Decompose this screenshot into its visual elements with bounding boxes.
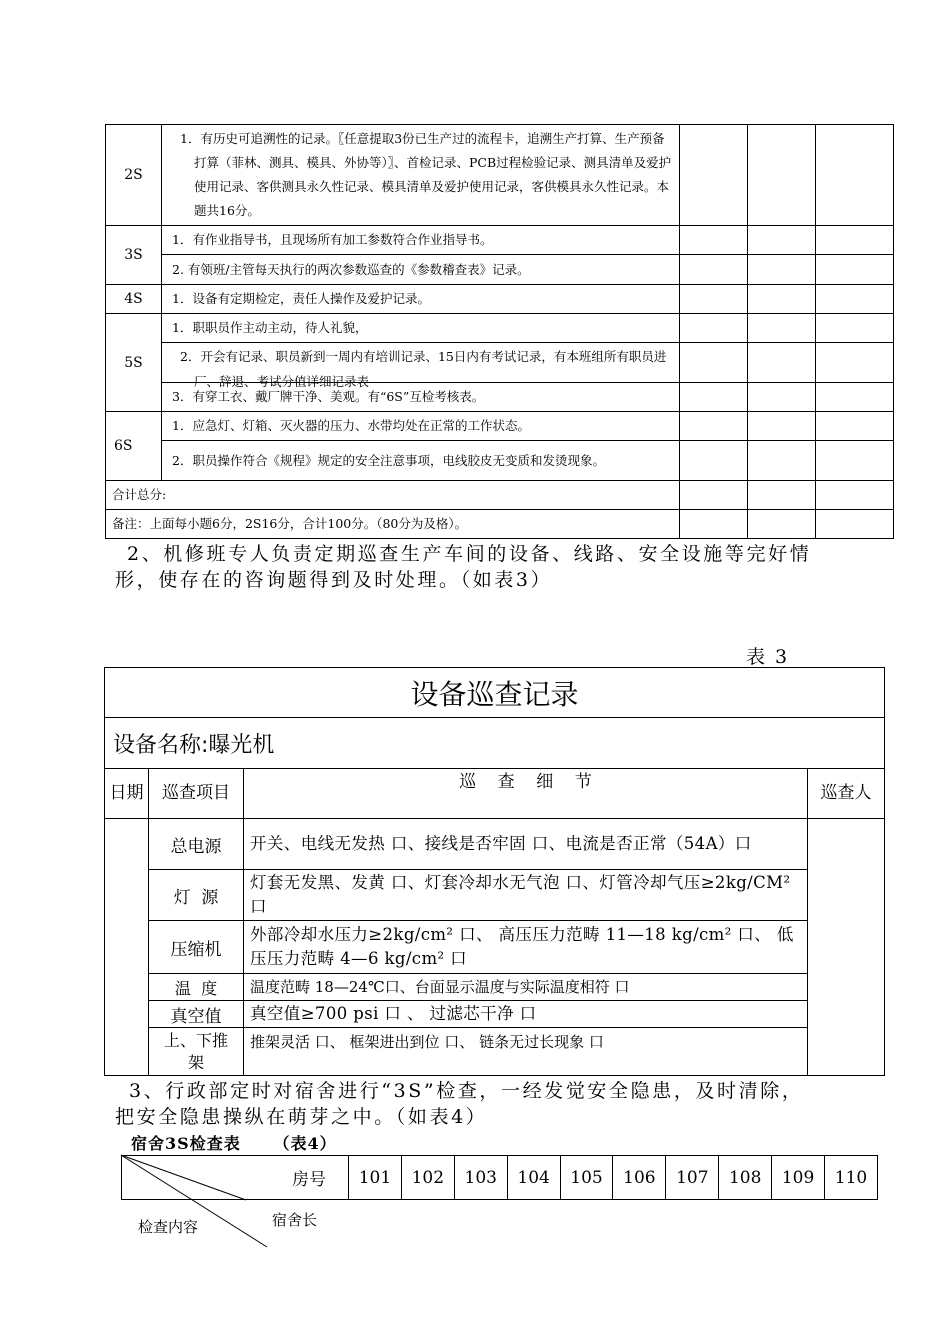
score-cell	[680, 314, 748, 343]
table-row	[106, 125, 894, 226]
check-detail: 温度范畴 18—24℃口、台面显示温度与实际温度相符 口	[244, 974, 808, 1001]
check-item: 1．设备有定期检定，责任人操作及爱护记录。	[162, 285, 680, 314]
check-detail: 灯套无发黑、发黄 口、灯套冷却水无气泡 口、灯管冷却气压≥2kg/CM² 口	[244, 870, 808, 921]
check-item-label: 真空值	[149, 1001, 244, 1028]
check-item: 1．有历史可追溯性的记录。〖任意提取3份已生产过的流程卡，追溯生产打算、生产预备打算（菲林、测具、模具、外协等）〗、首检记录、PCB过程检验记录、测具清单及爱护使用记录、客供测具永久性记录、模具清单及爱护使用记录，客供模具永久性记录。本题共16分。	[180, 131, 672, 218]
header-date: 日期	[105, 769, 149, 819]
header-detail: 巡 查 细 节	[244, 769, 808, 819]
score-cell	[748, 383, 816, 412]
room-number: 103	[454, 1156, 507, 1200]
level-cell: 5S	[106, 314, 162, 412]
check-item: 1．有作业指导书，且现场所有加工参数符合作业指导书。	[162, 226, 680, 255]
table-header-row	[105, 769, 885, 819]
score-cell	[816, 412, 894, 441]
check-detail: 开关、电线无发热 口、接线是否牢固 口、电流是否正常（54A）口	[244, 819, 808, 870]
table-row	[106, 383, 894, 412]
check-item-label: 总电源	[149, 819, 244, 870]
header-inspector: 巡查人	[808, 769, 885, 819]
room-number: 109	[772, 1156, 825, 1200]
note-text: 备注：上面每小题6分，2S16分，合计100分。（80分为及格）。	[106, 510, 680, 539]
paragraph-3	[115, 1078, 803, 1130]
corner-content-label: 检查内容	[138, 1218, 199, 1236]
room-number: 107	[666, 1156, 719, 1200]
table-row	[106, 285, 894, 314]
score-cell	[748, 125, 816, 226]
score-cell	[748, 481, 816, 510]
table-row	[106, 481, 894, 510]
check-item-label: 上、下推架	[149, 1028, 244, 1076]
check-item: 1．职职员作主动主动，待人礼貌，	[162, 314, 680, 343]
score-cell	[816, 510, 894, 539]
score-cell	[748, 412, 816, 441]
check-detail: 推架灵活 口、 框架进出到位 口、 链条无过长现象 口	[244, 1028, 808, 1076]
date-cell	[105, 819, 149, 1076]
score-cell	[680, 226, 748, 255]
score-table	[105, 124, 894, 539]
check-detail: 真空值≥700 psi 口 、 过滤芯干净 口	[244, 1001, 808, 1028]
room-number: 104	[507, 1156, 560, 1200]
score-cell	[816, 226, 894, 255]
room-number: 106	[613, 1156, 666, 1200]
score-cell	[748, 314, 816, 343]
table-row	[106, 510, 894, 539]
table-row	[105, 921, 885, 974]
table-row	[105, 1001, 885, 1028]
score-cell	[748, 510, 816, 539]
level-cell: 3S	[106, 226, 162, 285]
table-row	[106, 343, 894, 383]
equipment-check-table	[104, 667, 885, 1076]
check-item: 1．应急灯、灯箱、灭火器的压力、水带均处在正常的工作状态。	[162, 412, 680, 441]
score-cell	[816, 285, 894, 314]
check-item: 2．职员操作符合《规程》规定的安全注意事项，电线胶皮无变质和发烫现象。	[162, 441, 680, 481]
check-item-label: 压缩机	[149, 921, 244, 974]
table-row	[106, 441, 894, 481]
table-row	[106, 255, 894, 285]
check-item-label: 温 度	[149, 974, 244, 1001]
check-item: 2．开会有记录、职员新到一周内有培训记录、15日内有考试记录，有本班组所有职员进厂、辞退、考试分值详细记录表	[180, 349, 667, 389]
room-number: 102	[401, 1156, 454, 1200]
table-row	[105, 718, 885, 769]
score-cell	[680, 510, 748, 539]
score-cell	[748, 343, 816, 383]
table-row	[105, 668, 885, 718]
inspector-cell	[808, 819, 885, 1076]
score-cell	[816, 343, 894, 383]
score-cell	[748, 285, 816, 314]
level-cell: 2S	[106, 125, 162, 226]
score-cell	[748, 226, 816, 255]
score-cell	[680, 255, 748, 285]
total-label: 合计总分:	[106, 481, 680, 510]
score-cell	[680, 343, 748, 383]
score-cell	[816, 441, 894, 481]
check-item: 2. 有领班/主管每天执行的两次参数巡查的《参数稽查表》记录。	[162, 255, 680, 285]
score-cell	[816, 481, 894, 510]
score-cell	[680, 441, 748, 481]
corner-leader-label: 宿舍长	[272, 1211, 318, 1229]
check-item-label: 灯 源	[149, 870, 244, 921]
paragraph-line: 把安全隐患操纵在萌芽之中。（如表4）	[115, 1106, 488, 1128]
table-row	[105, 974, 885, 1001]
equipment-name: 设备名称:曝光机	[105, 718, 885, 769]
level-cell: 6S	[106, 412, 162, 481]
paragraph-line: 2、机修班专人负责定期巡查生产车间的设备、线路、安全设施等完好情	[127, 543, 812, 565]
score-cell	[816, 314, 894, 343]
score-cell	[816, 125, 894, 226]
table-row	[106, 412, 894, 441]
header-item: 巡查项目	[149, 769, 244, 819]
table-row	[106, 314, 894, 343]
table-row	[105, 870, 885, 921]
paragraph-line: 3、行政部定时对宿舍进行“3S”检查，一经发觉安全隐患，及时清除，	[129, 1080, 804, 1102]
table-number: 表 3	[746, 646, 790, 668]
corner-room-label: 房号	[122, 1156, 349, 1200]
score-cell	[680, 383, 748, 412]
table-row	[105, 1028, 885, 1076]
score-cell	[748, 441, 816, 481]
score-cell	[816, 383, 894, 412]
score-cell	[680, 412, 748, 441]
check-item: 3．有穿工衣、戴厂牌干净、美观。有“6S”互检考核表。	[162, 383, 680, 412]
table-title: 设备巡查记录	[105, 668, 885, 718]
room-number: 108	[719, 1156, 772, 1200]
level-cell: 4S	[106, 285, 162, 314]
room-number: 105	[560, 1156, 613, 1200]
dorm-table-title: 宿舍3S检查表 （表4）	[131, 1134, 337, 1153]
table-row	[105, 819, 885, 870]
paragraph-line: 形，使存在的咨询题得到及时处理。（如表3）	[115, 569, 553, 591]
score-cell	[680, 285, 748, 314]
score-cell	[748, 255, 816, 285]
paragraph-2	[115, 541, 811, 593]
check-detail: 外部冷却水压力≥2kg/cm² 口、 高压压力范畴 11—18 kg/cm² 口、 低压压力范畴 4—6 kg/cm² 口	[244, 921, 808, 974]
table-row	[106, 226, 894, 255]
score-cell	[680, 125, 748, 226]
room-number: 101	[349, 1156, 402, 1200]
diagonal-line	[121, 1155, 246, 1200]
score-cell	[816, 255, 894, 285]
score-cell	[680, 481, 748, 510]
room-number: 110	[825, 1156, 878, 1200]
